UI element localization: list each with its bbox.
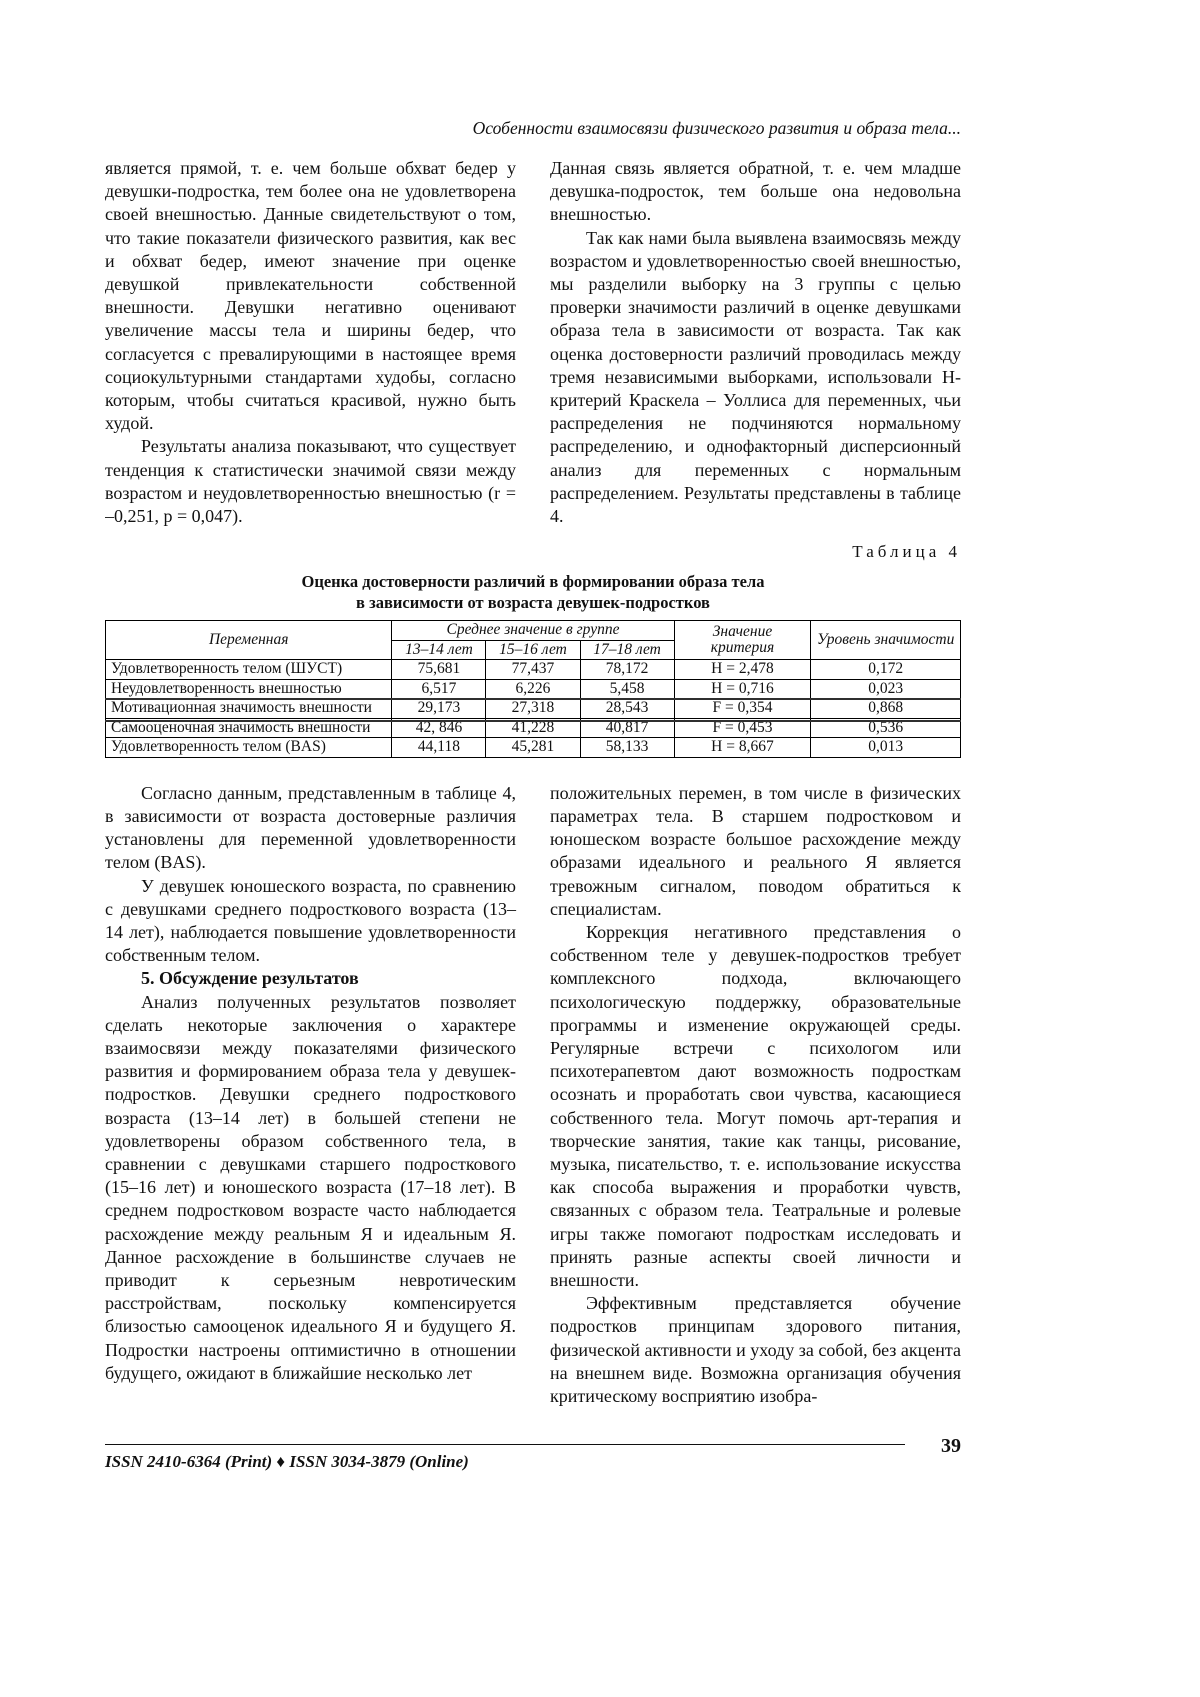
- table-caption-line-2: в зависимости от возраста девушек-подростков: [356, 593, 710, 613]
- table-cell-variable: Самооценочная значимость внешности: [106, 718, 392, 738]
- top-text-section: [105, 157, 961, 528]
- table-cell: 5,458: [580, 679, 674, 699]
- text-column-right: [550, 782, 961, 1408]
- table-cell: 40,817: [580, 718, 674, 738]
- table-cell-criterion: F = 0,354: [674, 699, 811, 719]
- table-cell-criterion: F = 0,453: [674, 718, 811, 738]
- table-row: [106, 660, 961, 680]
- column-header-age-13-14: 13–14 лет: [392, 640, 486, 660]
- table-cell-variable: Мотивационная значимость внешности: [106, 699, 392, 719]
- table-cell-significance: 0,868: [811, 699, 961, 719]
- table-cell-criterion: H = 2,478: [674, 660, 811, 680]
- page-footer: [105, 1435, 961, 1504]
- paragraph: Результаты анализа показывают, что существует тенденция к статистически значимой связи между возрастом и неудовлетворенностью внешностью (r = –0,251, p = 0,047).: [105, 436, 516, 527]
- paragraph: Так как нами была выявлена взаимосвязь между возрастом и удовлетворенностью своей внешностью, мы разделили выборку на 3 группы с целью проверки значимости различий в оценке девушками образа тела в зависимости от возраста. Так как оценка достоверности различий проводилась между тремя независимыми выборками, использовали H-критерий Краскела – Уоллиса для переменных, чьи распределения не подчиняются нормальному распределению, и однофакторный дисперсионный анализ для переменных с нормальным распределением. Результаты представлены в таблице 4.: [550, 227, 961, 527]
- table-caption-line-1: Оценка достоверности различий в формировании образа тела: [301, 572, 765, 592]
- text-column-left: [105, 157, 516, 528]
- table-cell: 58,133: [580, 738, 674, 758]
- table-caption: [105, 571, 961, 613]
- table-cell-significance: 0,172: [811, 660, 961, 680]
- table-cell: 44,118: [392, 738, 486, 758]
- paragraph: Эффективным представляется обучение подростков принципам здорового питания, физической активности и уходу за собой, без акцента на внешнем виде. Возможна организация обучения критическому восприятию изобра-: [550, 1293, 961, 1407]
- table-cell: 28,543: [580, 699, 674, 719]
- table-cell: 29,173: [392, 699, 486, 719]
- paragraph: положительных перемен, в том числе в физических параметрах тела. В старшем подростковом и юношеском возрасте большое расхождение между образами идеального и реального Я является тревожным сигналом, поводом обратиться к специалистам.: [550, 782, 961, 919]
- paragraph: Коррекция негативного представления о собственном теле у девушек-подростков требует комплексного подхода, включающего психологическую поддержку, образовательные программы и изменение окружающей среды. Регулярные встречи с психологом или психотерапевтом дают возможность подросткам осознать и проработать свои чувства, касающиеся собственного тела. Могут помочь арт-терапия и творческие занятия, такие как танцы, рисование, музыка, писательство, т. е. использование искусства как способа выражения и проработки чувств, связанных с образом тела. Театральные и ролевые игры также помогают подросткам исследовать и принять разные аспекты своей личности и внешности.: [550, 921, 961, 1291]
- paragraph: Данная связь является обратной, т. е. чем младше девушка-подросток, тем больше она недовольна внешностью.: [550, 158, 961, 225]
- table-cell-criterion: H = 8,667: [674, 738, 811, 758]
- table-row: [106, 679, 961, 699]
- running-header: Особенности взаимосвязи физического развития и образа тела...: [472, 118, 961, 138]
- table-row: [106, 738, 961, 758]
- column-header-variable: Переменная: [106, 621, 392, 660]
- table-cell: 78,172: [580, 660, 674, 680]
- column-header-age-15-16: 15–16 лет: [486, 640, 580, 660]
- table-cell-significance: 0,013: [811, 738, 961, 758]
- table-cell: 27,318: [486, 699, 580, 719]
- table-cell: 45,281: [486, 738, 580, 758]
- table-cell: 42, 846: [392, 718, 486, 738]
- results-table-wrapper: [105, 620, 961, 758]
- column-header-significance: Уровень значимости: [811, 621, 961, 660]
- paragraph: У девушек юношеского возраста, по сравнению с девушками среднего подросткового возраста (13–14 лет), наблюдается повышение удовлетворенности собственным телом.: [105, 875, 516, 966]
- table-cell: 77,437: [486, 660, 580, 680]
- table-row: [106, 718, 961, 738]
- paragraph: Анализ полученных результатов позволяет сделать некоторые заключения о характере взаимосвязи между показателями физического развития и формированием образа тела у девушек-подростков. Девушки среднего подросткового возраста (13–14 лет) в большей степени не удовлетворены образом собственного тела, в сравнении с девушками старшего подросткового (15–16 лет) и юношеского возраста (17–18 лет). В среднем подростковом возрасте часто наблюдается расхождение между реальным Я и идеальным Я. Данное расхождение в большинстве случаев не приводит к серьезным невротическим расстройствам, поскольку компенсируется близостью самооценок идеального Я и будущего Я. Подростки настроены оптимистично в отношении будущего, ожидают в ближайшие несколько лет: [105, 991, 516, 1383]
- page-content: [105, 118, 961, 1442]
- page-number: 39: [941, 1435, 961, 1457]
- table-row-highlighted: [106, 699, 961, 719]
- table-cell-variable: Удовлетворенность телом (ШУСТ): [106, 660, 392, 680]
- table-cell: 75,681: [392, 660, 486, 680]
- issn-text: ISSN 2410-6364 (Print) ♦ ISSN 3034-3879 (Online): [105, 1444, 905, 1472]
- table-cell-variable: Удовлетворенность телом (BAS): [106, 738, 392, 758]
- paragraph: является прямой, т. е. чем больше обхват бедер у девушки-подростка, тем более она не удовлетворена своей внешностью. Данные свидетельствуют о том, что такие показатели физического развития, как вес и обхват бедер, имеют значение при оценке девушкой привлекательности собственной внешности. Девушки негативно оценивают увеличение массы тела и ширины бедер, что согласуется с превалирующими в настоящее время социокультурными стандартами худобы, согласно которым, чтобы считаться красивой, нужно быть худой.: [105, 158, 516, 434]
- table-cell: 6,226: [486, 679, 580, 699]
- results-table: [105, 620, 961, 758]
- column-header-age-17-18: 17–18 лет: [580, 640, 674, 660]
- table-cell-variable: Неудовлетворенность внешностью: [106, 679, 392, 699]
- table-cell: 41,228: [486, 718, 580, 738]
- table-label: Таблица 4: [852, 542, 961, 562]
- column-header-criterion: Значение критерия: [674, 621, 811, 660]
- text-column-left: [105, 782, 516, 1408]
- table-cell-significance: 0,536: [811, 718, 961, 738]
- column-header-group-mean: Среднее значение в группе: [392, 621, 674, 641]
- text-column-right: [550, 157, 961, 528]
- table-cell-significance: 0,023: [811, 679, 961, 699]
- table-cell-criterion: H = 0,716: [674, 679, 811, 699]
- paragraph: Согласно данным, представленным в таблице 4, в зависимости от возраста достоверные различия установлены для переменной удовлетворенности телом (BAS).: [105, 782, 516, 873]
- section-heading: 5. Обсуждение результатов: [141, 968, 359, 989]
- table-cell: 6,517: [392, 679, 486, 699]
- bottom-text-section: [105, 782, 961, 1408]
